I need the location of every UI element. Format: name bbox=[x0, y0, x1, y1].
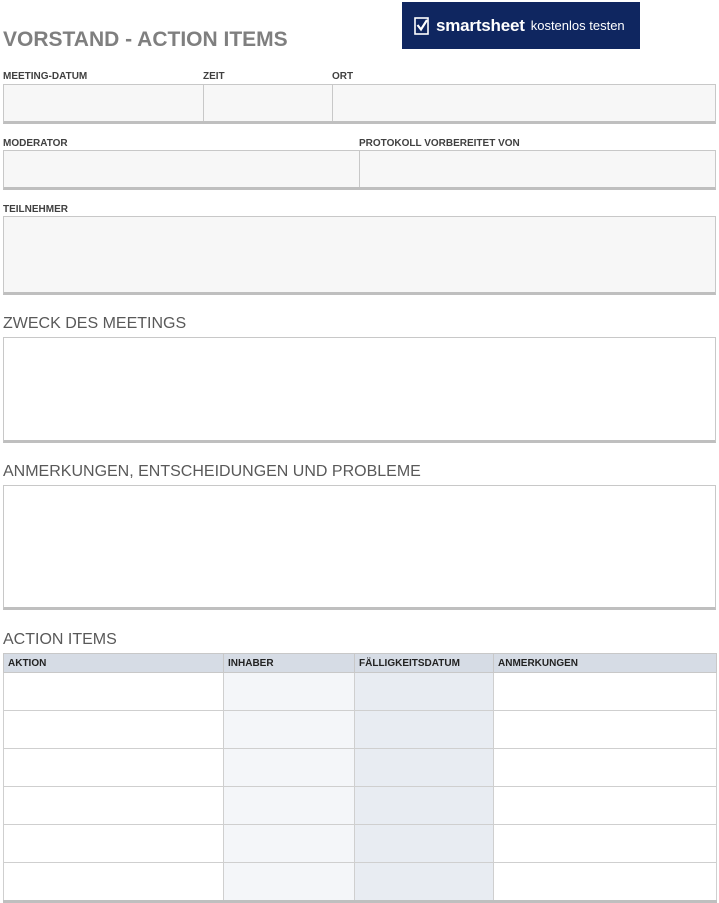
table-row bbox=[4, 711, 717, 749]
table-row bbox=[4, 673, 717, 711]
table-row bbox=[4, 863, 717, 902]
time-field[interactable] bbox=[204, 85, 332, 121]
notes-heading: ANMERKUNGEN, ENTSCHEIDUNGEN UND PROBLEME bbox=[3, 463, 421, 480]
purpose-heading: ZWECK DES MEETINGS bbox=[3, 315, 187, 332]
due-date-cell[interactable] bbox=[355, 711, 494, 749]
attendees-field[interactable] bbox=[3, 216, 716, 295]
due-date-cell[interactable] bbox=[355, 787, 494, 825]
due-date-cell[interactable] bbox=[355, 825, 494, 863]
location-label: ORT bbox=[332, 71, 354, 82]
due-date-cell[interactable] bbox=[355, 749, 494, 787]
attendees-label: TEILNEHMER bbox=[3, 204, 68, 215]
due-date-cell[interactable] bbox=[355, 673, 494, 711]
notes-cell[interactable] bbox=[494, 787, 717, 825]
action-items-table bbox=[3, 653, 717, 903]
meeting-date-field[interactable] bbox=[4, 85, 203, 121]
action-cell[interactable] bbox=[4, 863, 224, 902]
minutes-by-field[interactable] bbox=[360, 151, 715, 187]
due-date-cell[interactable] bbox=[355, 863, 494, 902]
table-row bbox=[4, 825, 717, 863]
column-header-action: AKTION bbox=[4, 654, 224, 673]
meeting-date-label: MEETING-DATUM bbox=[3, 71, 88, 82]
action-cell[interactable] bbox=[4, 711, 224, 749]
banner-brand: smartsheet bbox=[436, 15, 525, 35]
owner-cell[interactable] bbox=[224, 673, 355, 711]
action-cell[interactable] bbox=[4, 825, 224, 863]
notes-cell[interactable] bbox=[494, 749, 717, 787]
banner-cta: kostenlos testen bbox=[530, 18, 625, 33]
column-header-owner: INHABER bbox=[224, 654, 355, 673]
table-header-row bbox=[4, 654, 717, 673]
owner-cell[interactable] bbox=[224, 749, 355, 787]
location-field[interactable] bbox=[333, 85, 715, 121]
table-row bbox=[4, 749, 717, 787]
notes-cell[interactable] bbox=[494, 673, 717, 711]
notes-cell[interactable] bbox=[494, 863, 717, 902]
table-row bbox=[4, 787, 717, 825]
moderator-label: MODERATOR bbox=[3, 138, 68, 149]
action-cell[interactable] bbox=[4, 787, 224, 825]
notes-cell[interactable] bbox=[494, 711, 717, 749]
action-items-heading: ACTION ITEMS bbox=[3, 631, 117, 648]
action-cell[interactable] bbox=[4, 749, 224, 787]
purpose-field[interactable] bbox=[3, 337, 716, 443]
meeting-info-row bbox=[3, 84, 716, 124]
owner-cell[interactable] bbox=[224, 863, 355, 902]
smartsheet-banner[interactable] bbox=[402, 2, 640, 49]
owner-cell[interactable] bbox=[224, 787, 355, 825]
smartsheet-logo-icon bbox=[414, 17, 430, 35]
moderator-field[interactable] bbox=[4, 151, 359, 187]
owner-cell[interactable] bbox=[224, 711, 355, 749]
minutes-by-label: PROTOKOLL VORBEREITET VON bbox=[359, 138, 520, 149]
owner-cell[interactable] bbox=[224, 825, 355, 863]
page-title: VORSTAND - ACTION ITEMS bbox=[3, 28, 288, 51]
column-header-due-date: FÄLLIGKEITSDATUM bbox=[355, 654, 494, 673]
action-cell[interactable] bbox=[4, 673, 224, 711]
notes-field[interactable] bbox=[3, 485, 716, 610]
moderator-row bbox=[3, 150, 716, 190]
time-label: ZEIT bbox=[203, 71, 225, 82]
notes-cell[interactable] bbox=[494, 825, 717, 863]
column-header-notes: ANMERKUNGEN bbox=[494, 654, 717, 673]
